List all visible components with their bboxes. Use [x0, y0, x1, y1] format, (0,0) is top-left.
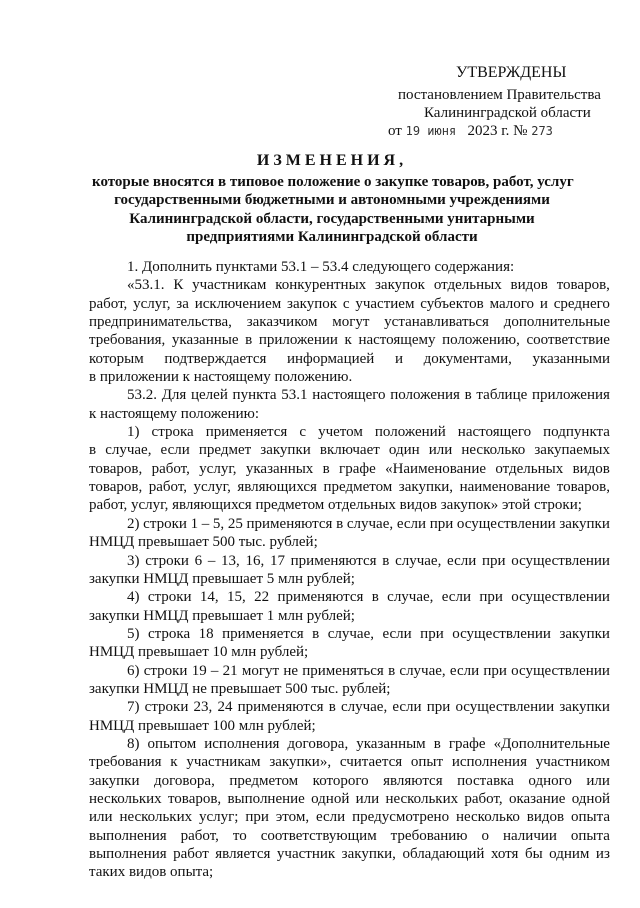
- body-text-line: нескольких товаров, выполнение одной или нескольких работ, оказание одной: [89, 790, 610, 807]
- heading-line: государственными бюджетными и автономными учреждениями: [114, 192, 550, 208]
- date-prefix: от: [388, 123, 402, 139]
- body-text-line: НМЦД превышает 100 млн рублей;: [89, 717, 316, 734]
- body-text-line: закупки НМЦД превышает 1 млн рублей;: [89, 607, 355, 624]
- handwritten-number: 273: [531, 124, 553, 138]
- body-text-line: требования, указанные в приложении к настоящему положению, соответствие: [89, 332, 610, 349]
- heading-line: которые вносятся в типовое положение о закупке товаров, работ, услуг: [92, 173, 574, 190]
- body-text-line: 2) строки 1 – 5, 25 применяются в случае, если при осуществлении закупки: [127, 515, 610, 532]
- approval-title: УТВЕРЖДЕНЫ: [456, 64, 567, 81]
- document-heading: [92, 152, 572, 247]
- body-text-line: 5) строка 18 применяется в случае, если при осуществлении закупки: [127, 625, 610, 642]
- body-text-line: работ, услуг, являющихся предметом отдельных видов закупок» этой строки;: [89, 497, 582, 514]
- approval-line-1: постановлением Правительства: [398, 87, 601, 103]
- date-suffix: 2023 г. №: [467, 123, 528, 139]
- body-text-line: 8) опытом исполнения договора, указанным в графе «Дополнительные: [127, 735, 610, 752]
- body-text-line: товаров, работ, услуг, указанных в графе «Наименование отдельных видов: [89, 460, 610, 477]
- body-text-line: 53.2. Для целей пункта 53.1 настоящего положения в таблице приложения: [127, 387, 610, 404]
- body-text-line: в случае, если предмет закупки включает один или несколько закупаемых: [89, 442, 610, 459]
- body-text-line: закупки НМЦД не превышает 500 тыс. рублей;: [89, 680, 391, 697]
- body-text-line: работ, услуг, за исключением закупок с участием субъектов малого и среднего: [89, 295, 610, 312]
- body-text-line: 7) строки 23, 24 применяются в случае, если при осуществлении закупки: [127, 699, 610, 716]
- body-text-line: в приложении к настоящему положению.: [89, 369, 353, 386]
- heading-title: ИЗМЕНЕНИЯ,: [256, 152, 408, 169]
- heading-line: Калининградской области, государственными унитарными: [129, 210, 535, 227]
- approval-line-2: Калининградской области: [424, 105, 591, 121]
- body-text-line: 3) строки 6 – 13, 16, 17 применяются в случае, если при осуществлении: [127, 552, 610, 569]
- body-text-line: 6) строки 19 – 21 могут не применяться в случае, если при осуществлении: [127, 662, 610, 679]
- document-body: [89, 258, 610, 882]
- body-text-line: или нескольких услуг; при этом, если предусмотрено несколько видов опыта: [89, 809, 610, 826]
- body-text-line: к настоящему положению:: [89, 405, 259, 422]
- body-text-line: закупки договора, предметом которого являются поставка одного или: [89, 772, 610, 789]
- handwritten-date: 19 июня: [405, 124, 457, 138]
- body-text-line: НМЦД превышает 10 млн рублей;: [89, 644, 309, 661]
- body-text-line: закупки НМЦД превышает 5 млн рублей;: [89, 570, 355, 587]
- body-text-line: требования к участникам закупки», считается опыт исполнения участником: [89, 754, 610, 771]
- body-text-line: предпринимательства, заказчиком могут устанавливаться дополнительные: [89, 314, 610, 331]
- body-text-line: товаров, работ, услуг, являющихся предметом закупки, наименование товаров,: [89, 479, 610, 496]
- body-text-line: 1. Дополнить пунктами 53.1 – 53.4 следующего содержания:: [127, 259, 515, 275]
- body-text-line: 4) строки 14, 15, 22 применяются в случае, если при осуществлении: [127, 589, 610, 606]
- body-text-line: «53.1. К участникам конкурентных закупок отдельных видов товаров,: [127, 277, 610, 294]
- body-text-line: выполнения работ, то соответствующим требованию о наличии опыта: [89, 827, 610, 844]
- body-text-line: которым подтверждается информацией и документами, указанными: [89, 350, 610, 367]
- body-text-line: НМЦД превышает 500 тыс. рублей;: [89, 534, 318, 551]
- body-text-line: таких видов опыта;: [89, 864, 214, 881]
- body-text-line: выполнения работ является участник закупки, обладающий хотя бы одним из: [89, 846, 610, 862]
- body-text-line: 1) строка применяется с учетом положений настоящего подпункта: [127, 424, 610, 441]
- heading-line: предприятиями Калининградской области: [186, 229, 478, 245]
- approval-date-line: [388, 122, 553, 140]
